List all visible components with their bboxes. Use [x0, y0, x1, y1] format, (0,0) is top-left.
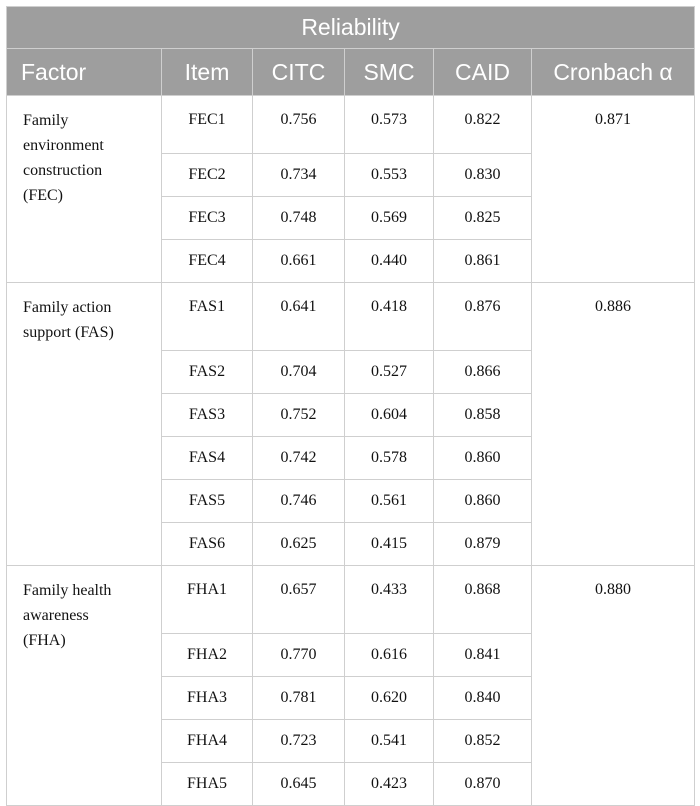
factor-label-line: Family action	[23, 299, 112, 316]
factor-cell-fha	[7, 566, 162, 806]
citc-cell: 0.661	[253, 240, 345, 283]
table-group-header: Reliability	[7, 7, 695, 49]
smc-cell: 0.616	[345, 634, 434, 677]
smc-cell: 0.569	[345, 197, 434, 240]
citc-cell: 0.645	[253, 763, 345, 806]
citc-cell: 0.704	[253, 351, 345, 394]
item-cell: FEC3	[162, 197, 253, 240]
smc-cell: 0.541	[345, 720, 434, 763]
caid-cell: 0.876	[434, 283, 532, 351]
caid-cell: 0.840	[434, 677, 532, 720]
caid-cell: 0.870	[434, 763, 532, 806]
caid-cell: 0.822	[434, 96, 532, 154]
smc-cell: 0.620	[345, 677, 434, 720]
citc-cell: 0.742	[253, 437, 345, 480]
factor-label-line: construction	[23, 162, 103, 179]
item-cell: FAS3	[162, 394, 253, 437]
item-cell: FEC2	[162, 154, 253, 197]
item-cell: FAS2	[162, 351, 253, 394]
column-header-item: Item	[162, 49, 253, 96]
column-header-citc: CITC	[253, 49, 345, 96]
table-row	[7, 283, 695, 351]
factor-cell-fec	[7, 96, 162, 283]
item-cell: FAS4	[162, 437, 253, 480]
caid-cell: 0.825	[434, 197, 532, 240]
smc-cell: 0.440	[345, 240, 434, 283]
smc-cell: 0.527	[345, 351, 434, 394]
item-cell: FAS6	[162, 523, 253, 566]
citc-cell: 0.657	[253, 566, 345, 634]
caid-cell: 0.866	[434, 351, 532, 394]
citc-cell: 0.752	[253, 394, 345, 437]
citc-cell: 0.770	[253, 634, 345, 677]
item-cell: FHA2	[162, 634, 253, 677]
citc-cell: 0.723	[253, 720, 345, 763]
factor-label-line: awareness	[23, 607, 89, 624]
citc-cell: 0.748	[253, 197, 345, 240]
caid-cell: 0.879	[434, 523, 532, 566]
factor-label-line: (FHA)	[23, 632, 66, 649]
table-row	[7, 566, 695, 634]
item-cell: FHA3	[162, 677, 253, 720]
smc-cell: 0.578	[345, 437, 434, 480]
caid-cell: 0.858	[434, 394, 532, 437]
reliability-table	[6, 6, 695, 806]
caid-cell: 0.868	[434, 566, 532, 634]
caid-cell: 0.861	[434, 240, 532, 283]
factor-label-line: support (FAS)	[23, 324, 114, 341]
item-cell: FEC4	[162, 240, 253, 283]
smc-cell: 0.604	[345, 394, 434, 437]
column-header-cronbach-alpha: Cronbach α	[532, 49, 695, 96]
caid-cell: 0.860	[434, 480, 532, 523]
column-header-smc: SMC	[345, 49, 434, 96]
smc-cell: 0.423	[345, 763, 434, 806]
caid-cell: 0.860	[434, 437, 532, 480]
smc-cell: 0.433	[345, 566, 434, 634]
item-cell: FHA5	[162, 763, 253, 806]
factor-label-line: (FEC)	[23, 187, 63, 204]
alpha-cell-fec: 0.871	[532, 96, 695, 283]
caid-cell: 0.852	[434, 720, 532, 763]
factor-label-line: Family	[23, 112, 69, 129]
column-header-caid: CAID	[434, 49, 532, 96]
factor-cell-fas	[7, 283, 162, 566]
alpha-cell-fha: 0.880	[532, 566, 695, 806]
citc-cell: 0.641	[253, 283, 345, 351]
caid-cell: 0.830	[434, 154, 532, 197]
smc-cell: 0.418	[345, 283, 434, 351]
factor-label-line: Family health	[23, 582, 112, 599]
item-cell: FAS1	[162, 283, 253, 351]
table-row	[7, 96, 695, 154]
item-cell: FAS5	[162, 480, 253, 523]
citc-cell: 0.734	[253, 154, 345, 197]
factor-label-line: environment	[23, 137, 104, 154]
citc-cell: 0.756	[253, 96, 345, 154]
citc-cell: 0.625	[253, 523, 345, 566]
item-cell: FEC1	[162, 96, 253, 154]
smc-cell: 0.573	[345, 96, 434, 154]
caid-cell: 0.841	[434, 634, 532, 677]
alpha-cell-fas: 0.886	[532, 283, 695, 566]
smc-cell: 0.415	[345, 523, 434, 566]
smc-cell: 0.553	[345, 154, 434, 197]
citc-cell: 0.781	[253, 677, 345, 720]
item-cell: FHA4	[162, 720, 253, 763]
smc-cell: 0.561	[345, 480, 434, 523]
column-header-factor: Factor	[7, 49, 162, 96]
item-cell: FHA1	[162, 566, 253, 634]
citc-cell: 0.746	[253, 480, 345, 523]
